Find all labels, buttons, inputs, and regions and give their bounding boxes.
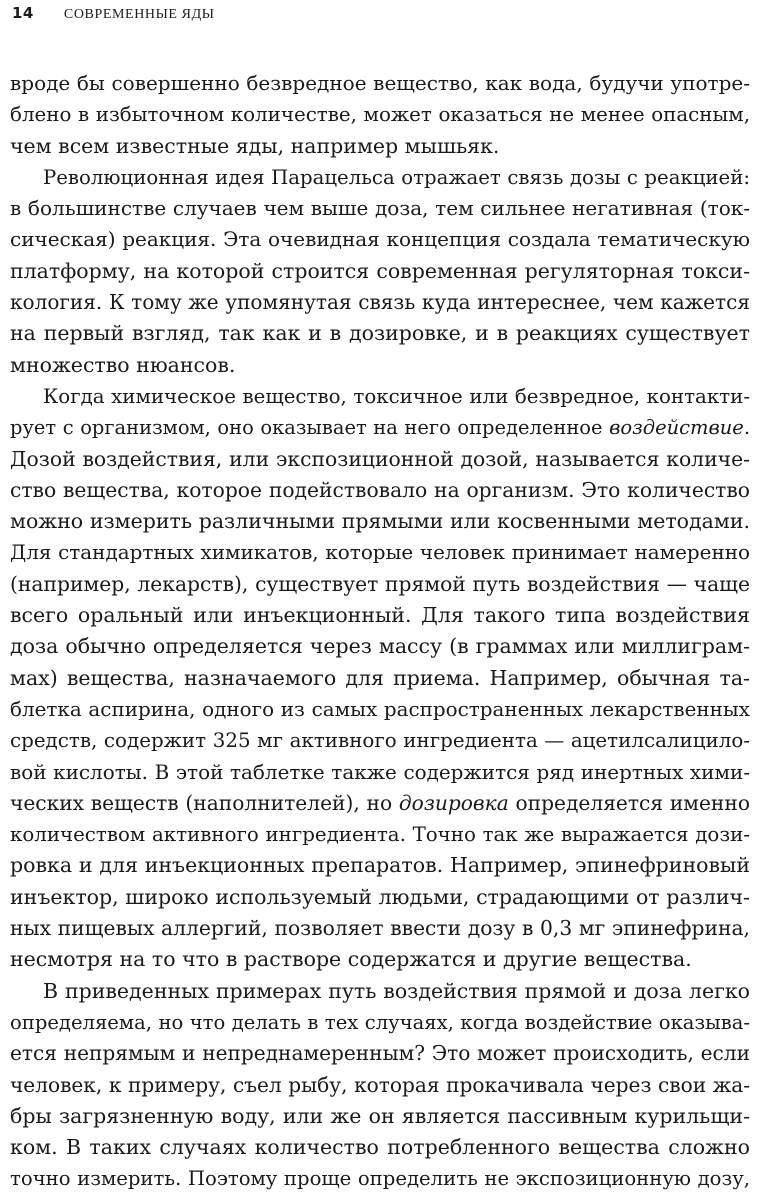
text-line: вой кислоты. В этой таблетке также содержится ряд инертных хими- [10,759,750,784]
text-line: количеством активного ингредиента. Точно так же выражается дози- [10,823,750,847]
text-line: Дозой воздействия, или экспозиционной дозой, называется количе- [10,446,750,471]
text-line: Для стандартных химикатов, которые человек принимает намеренно [10,541,750,565]
text-line: В приведенных примерах путь воздействия прямой и доза легко [43,978,750,1003]
text-line: (например, лекарств), существует прямой путь воздействия — чаще [10,571,750,596]
italic-term: дозировка [398,790,509,815]
text-line: средств, содержит 325 мг активного ингредиента — ацетилсалицило- [10,729,750,753]
text-line: доза обычно определяется через массу (в граммах или миллиграм- [10,634,750,659]
text-line: ком. В таких случаях количество потребленного вещества сложно [10,1135,750,1160]
body-text [10,68,750,1195]
text-line: определяема, но что делать в тех случаях, когда воздействие оказыва- [10,1010,750,1034]
text-line: всего оральный или инъекционный. Для такого типа воздействия [10,603,750,628]
text-line: бры загрязненную воду, или же он является пассивным курильщи- [10,1103,750,1128]
text-line: ется непрямым и непреднамеренным? Это может происходить, если [10,1041,750,1066]
paragraph [10,976,750,1195]
text-line: блетка аспирина, одного из самых распространенных лекарственных [10,697,750,721]
text-run: ческих веществ (наполнителей), но [10,790,399,815]
running-title: СОВРЕМЕННЫЕ ЯДЫ [63,7,215,22]
text-line: инъектор, широко используемый людьми, страдающими от различ- [10,884,750,909]
text-line: множество нюансов. [10,352,236,377]
text-line [10,412,750,443]
text-line: можно измерить различными прямыми или косвенными методами. [10,509,750,534]
text-line: ровка и для инъекционных препаратов. Например, эпинефриновый [10,853,750,878]
text-run: . [743,416,750,440]
paragraph [10,162,750,381]
text-line: платформу, на которой строится современная регуляторная токси- [10,258,750,283]
text-line: несмотря на то что в растворе содержатся и другие вещества. [10,947,692,972]
text-run: рует с организмом, оно оказывает на него определенное [10,416,610,440]
text-line: мах) вещества, назначаемого для приема. Например, обычная та- [10,665,750,690]
paragraph [10,68,750,162]
text-line: ных пищевых аллергий, позволяет ввести дозу в 0,3 мг эпинефрина, [10,916,750,941]
text-line: ство вещества, которое подействовало на организм. Это количество [10,477,750,502]
text-line: человек, к примеру, съел рыбу, которая прокачивала через свои жа- [10,1072,750,1097]
text-line: блено в избыточном количестве, может оказаться не менее опасным, [10,103,750,127]
text-line: в большинстве случаев чем выше доза, тем сильнее негативная (ток- [10,196,750,221]
paragraph [10,381,750,976]
italic-term: воздействие [609,416,744,440]
text-line: на первый взгляд, так как и в дозировке, и в реакциях существует [10,321,750,346]
text-line: вроде бы совершенно безвредное вещество, как вода, будучи употре- [10,71,750,95]
text-line [10,788,750,819]
text-line: чем всем известные яды, например мышьяк. [10,133,500,158]
text-line: Революционная идея Парацельса отражает связь дозы с реакцией: [43,165,750,189]
text-run: определяется именно [508,790,751,815]
text-line: кология. К тому же упомянутая связь куда интереснее, чем кажется [10,290,750,315]
page-number: 14 [12,4,34,22]
text-line: точно измерить. Поэтому проще определить не экспозиционную дозу, [10,1167,750,1191]
page-header [12,4,215,26]
text-line: сическая) реакция. Эта очевидная концепция создала тематическую [10,227,750,252]
text-line: Когда химическое вещество, токсичное или безвредное, контакти- [43,384,750,408]
